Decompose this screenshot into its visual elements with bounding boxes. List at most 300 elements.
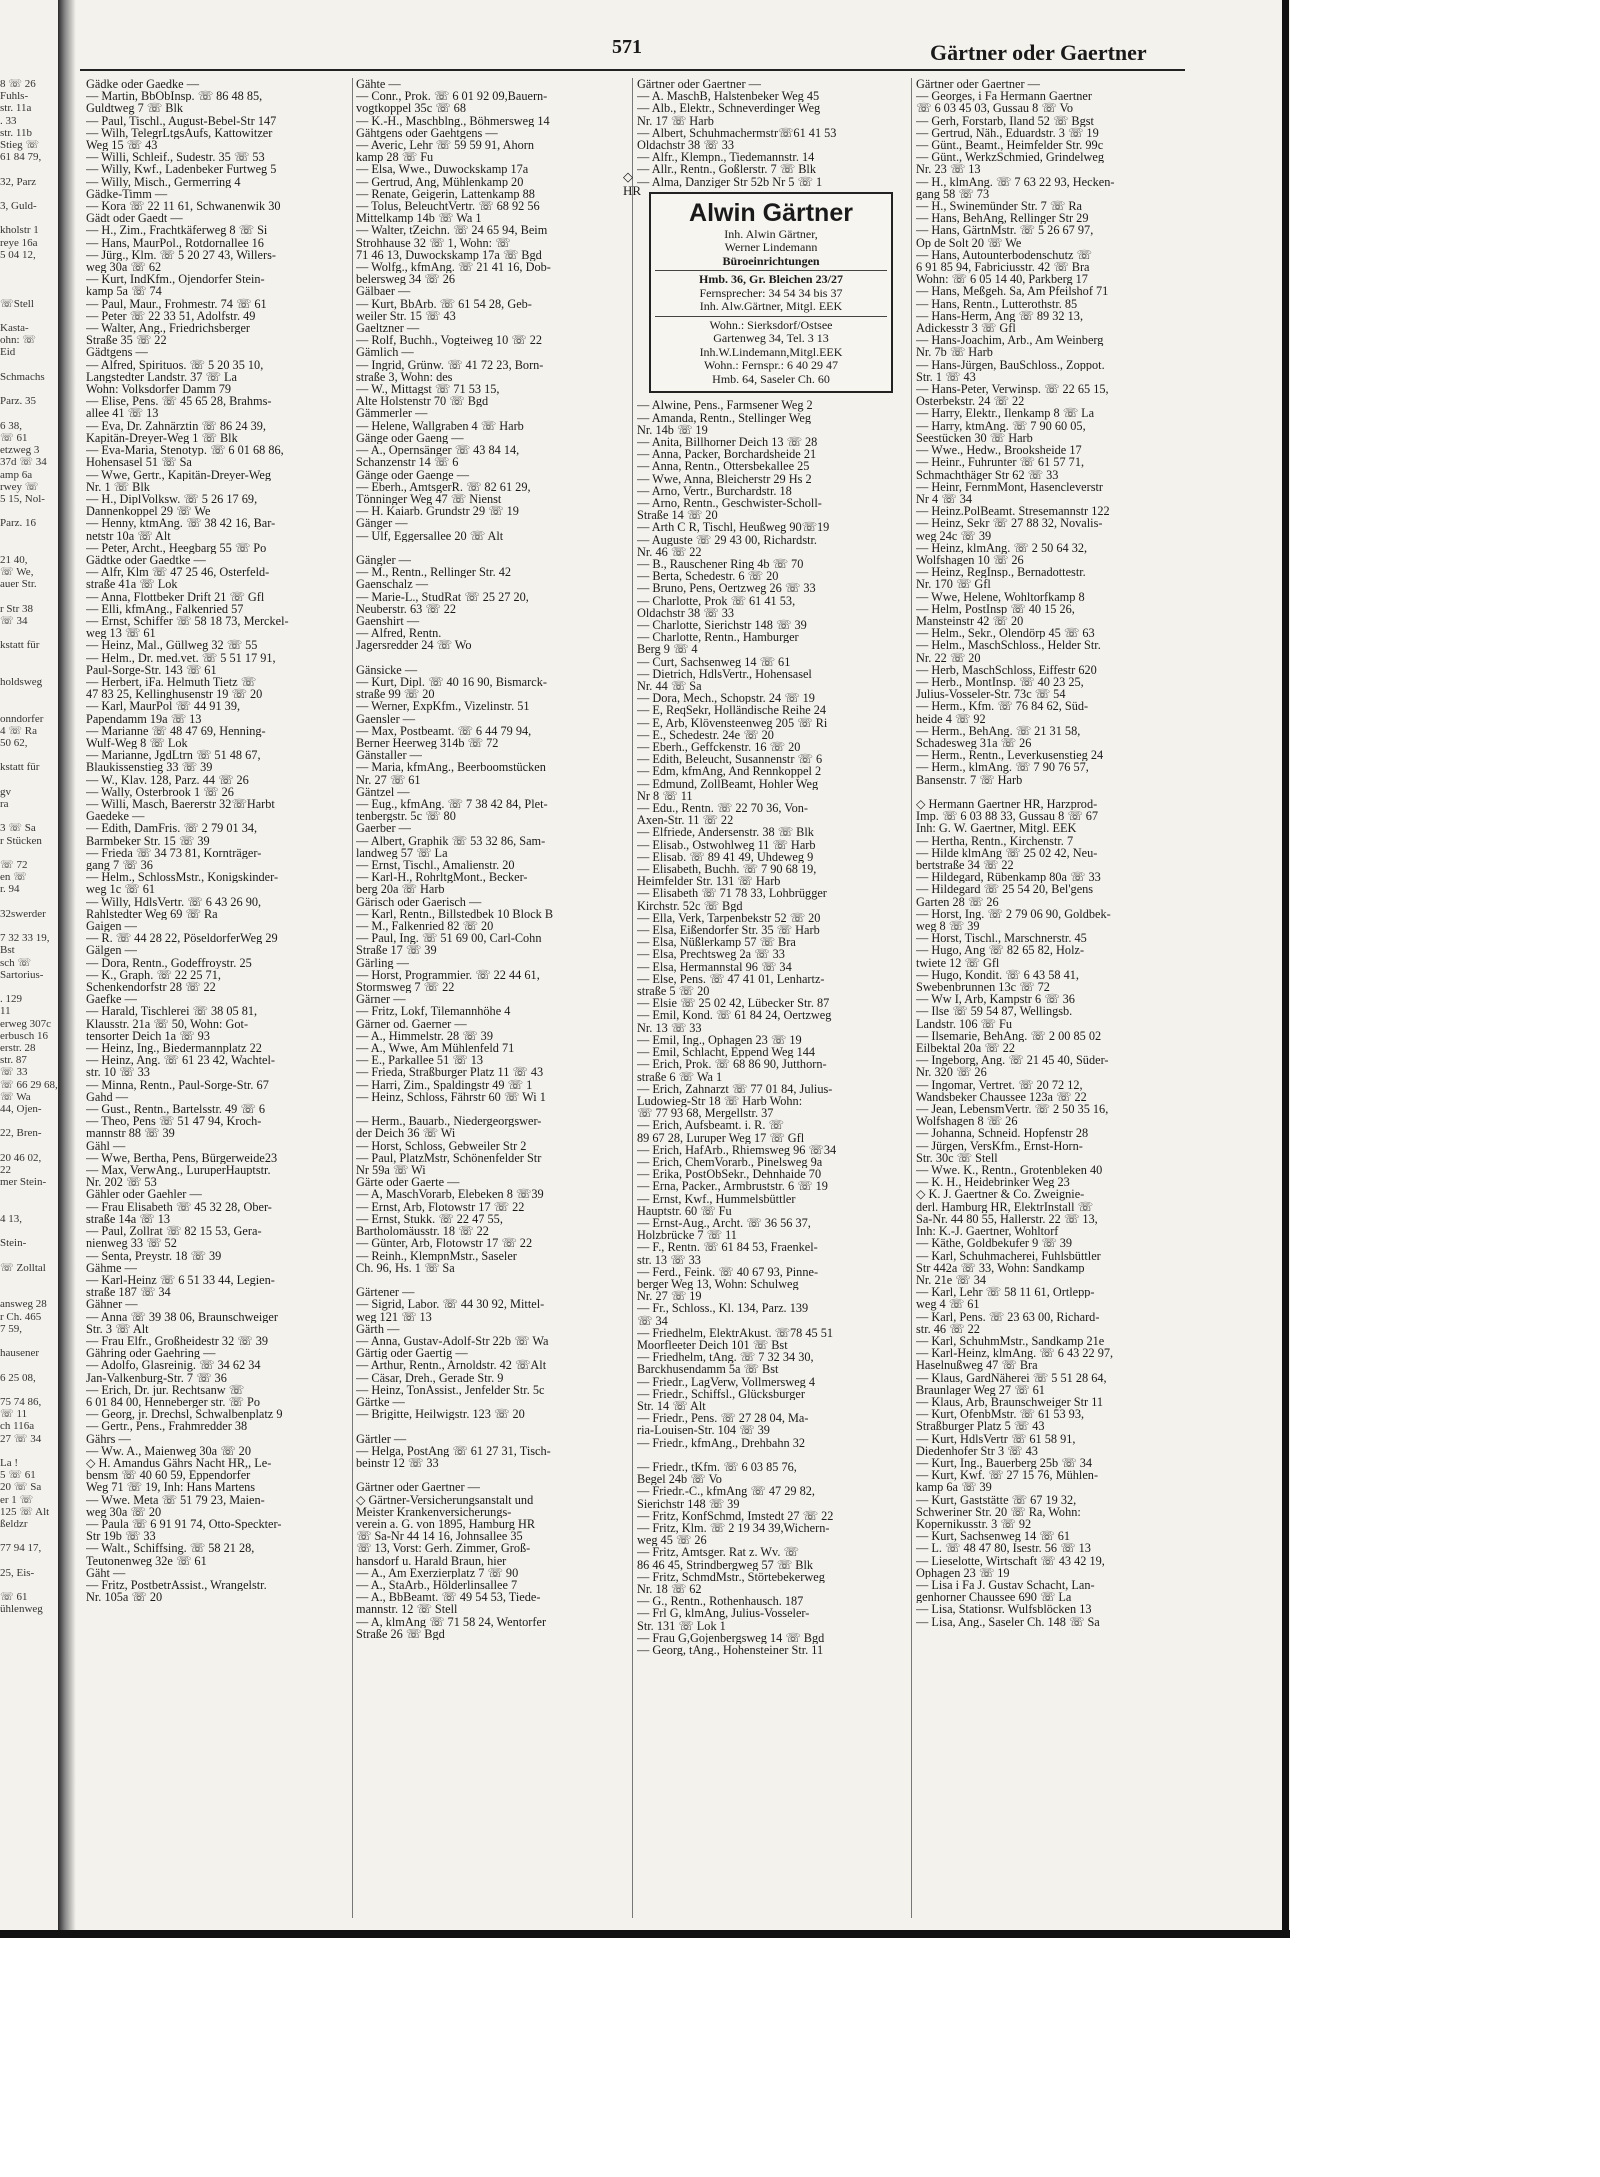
directory-entry-line: 6 01 84 00, Henneberger str. ☏ Po	[86, 1395, 260, 1409]
directory-entry-line: — Hans-Herm, Ang ☏ 89 32 13,	[916, 309, 1084, 323]
directory-entry-line: Ophagen 23 ☏ 19	[916, 1566, 1010, 1579]
directory-entry-line: — Wwe. Meta ☏ 51 79 23, Maien-	[86, 1493, 265, 1506]
directory-entry-line: — Kurt, Sachsenweg 14 ☏ 61	[916, 1530, 1071, 1543]
directory-entry-line: — Anna, Flottbeker Drift 21 ☏ Gfl	[86, 590, 265, 603]
fragment-line: holdsweg	[0, 675, 43, 688]
directory-entry-line: — Hans-Jürgen, BauSchloss., Zoppot.	[916, 358, 1105, 371]
directory-entry-line: Nr 4 ☏ 34	[916, 492, 973, 506]
fragment-line: Stein-	[0, 1237, 27, 1250]
directory-entry-line: — E., Schedestr. 24e ☏ 20	[637, 728, 774, 742]
directory-entry-line: — Elsie ☏ 25 02 42, Lübecker Str. 87	[637, 997, 830, 1010]
directory-entry-line: Holzbrücke 7 ☏ 11	[637, 1229, 737, 1242]
directory-entry-line: Nr. 170 ☏ Gfl	[916, 578, 991, 591]
fragment-line: hausener	[0, 1347, 40, 1360]
directory-entry-line: — Willy, Kwf., Ladenbeker Furtweg 5	[86, 163, 277, 176]
directory-entry-line: Gänger —	[356, 517, 408, 530]
directory-entry-line: Straße 26 ☏ Bgd	[356, 1627, 445, 1640]
directory-entry-line: Bansenstr. 7 ☏ Harb	[916, 773, 1023, 786]
directory-entry-line: — Auguste ☏ 29 43 00, Richardstr.	[637, 533, 818, 546]
directory-entry-line: — Paul, Ing. ☏ 51 69 00, Carl-Cohn	[356, 932, 542, 945]
directory-entry-line: Jan-Valkenburg-Str. 7 ☏ 36	[86, 1371, 227, 1384]
directory-entry-line: Gämmerler —	[356, 407, 428, 420]
fragment-line: ☏Stell	[0, 297, 34, 310]
fragment-line: ☏ 72	[0, 859, 28, 871]
directory-entry-line: — Georg, tAng., Hohensteiner Str. 11	[637, 1644, 824, 1657]
ad-hr-marker: ◇ HR	[623, 169, 642, 198]
directory-entry-line: — E, Arb, Klövensteenweg 205 ☏ Ri	[637, 716, 828, 729]
directory-entry-line: Gärling —	[356, 956, 409, 969]
fragment-line: Bst	[0, 944, 15, 957]
directory-entry-line: — Reinh., KlempnMstr., Saseler	[356, 1249, 517, 1262]
fragment-line	[0, 188, 58, 200]
directory-entry-line: — Helm., Sekr., Olendörp 45 ☏ 63	[916, 627, 1095, 640]
directory-entry-line	[356, 1274, 621, 1286]
directory-entry-line: — Karl, Lehr ☏ 58 11 61, Ortlepp-	[916, 1286, 1095, 1299]
directory-entry-line: — Wwe, Gertr., Kapitän-Dreyer-Weg	[86, 468, 271, 481]
advertisement-box	[649, 192, 893, 394]
directory-entry-line: — Willi, Schleif., Sudestr. 35 ☏ 53	[86, 151, 265, 164]
directory-entry-line: — Renate, Geigerin, Lattenkamp 88	[356, 187, 535, 201]
directory-entry-line: Gärtner oder Gaertner —	[356, 1481, 480, 1494]
directory-entry-line: Nr. 27 ☏ 19	[637, 1290, 702, 1303]
directory-entry-line: — Horst, Schloss, Gebweiler Str 2	[356, 1139, 527, 1152]
fragment-line	[0, 212, 58, 224]
directory-entry-line: — Paul, PlatzMstr, Schönenfelder Str	[356, 1151, 542, 1165]
directory-entry-line: — Ernst, Tischl., Amalienstr. 20	[356, 859, 515, 872]
fragment-line	[0, 1286, 58, 1298]
directory-entry-line: vogtkoppel 35c ☏ 68	[356, 102, 466, 115]
fragment-line: 21 40,	[0, 553, 28, 566]
directory-entry-line: Berg 9 ☏ 4	[637, 643, 698, 656]
fragment-line: . 33	[0, 114, 17, 127]
directory-entry-line: — A., Opernsänger ☏ 43 84 14,	[356, 444, 520, 457]
fragment-line	[0, 359, 58, 371]
directory-entry-line: — Ww I, Arb, Kampstr 6 ☏ 36	[916, 993, 1075, 1006]
directory-entry-line: — Friedr., Schiffsl., Glücksburger	[637, 1387, 805, 1400]
directory-entry-line: mannstr. 12 ☏ Stell	[356, 1603, 458, 1616]
fragment-line: 3 ☏ Sa	[0, 822, 36, 835]
directory-entry-line: Str. 131 ☏ Lok 1	[637, 1619, 726, 1632]
fragment-line: str. 11a	[0, 102, 32, 115]
directory-entry-line: — A. MaschB, Halstenbeker Weg 45	[637, 90, 820, 103]
fragment-line: 8 ☏ 26	[0, 78, 36, 90]
directory-entry-line: Nr. 27 ☏ 61	[356, 773, 421, 786]
fragment-line: Stieg ☏	[0, 139, 40, 152]
directory-entry-line: — Friedr.-C., kfmAng ☏ 47 29 82,	[637, 1485, 815, 1498]
directory-entry-line: — Günt., WerkzSchmied, Grindelweg	[916, 151, 1104, 164]
directory-entry-line: Gärner —	[356, 993, 406, 1006]
directory-entry-line: — Heinz, RegInsp., Bernadottestr.	[916, 566, 1086, 579]
directory-entry-line: Seestücken 30 ☏ Harb	[916, 431, 1033, 445]
column-4	[916, 78, 1172, 1628]
directory-entry-line: Gärtener —	[356, 1286, 415, 1299]
directory-entry-line: tenbergstr. 5c ☏ 80	[356, 810, 456, 823]
directory-entry-line: verein a. G. von 1895, Hamburg HR	[356, 1517, 536, 1531]
directory-entry-line: — Senta, Preystr. 18 ☏ 39	[86, 1249, 222, 1262]
directory-entry-line: gang 7 ☏ 36	[86, 859, 153, 872]
directory-entry-line: Inh: G. W. Gaertner, Mitgl. EEK	[916, 822, 1077, 835]
directory-entry-line: Osterbekstr. 24 ☏ 22	[916, 395, 1025, 408]
directory-entry-line: — Ferd., Feink. ☏ 40 67 93, Pinne-	[637, 1265, 819, 1278]
directory-entry-line: — Fritz, Lokf, Tilemannhöhe 4	[356, 1005, 511, 1018]
directory-entry-line: weg 4 ☏ 61	[916, 1298, 980, 1311]
column-1	[86, 78, 348, 1603]
directory-entry-line: — Kurt, BbArb. ☏ 61 54 28, Geb-	[356, 297, 532, 310]
directory-entry-line: — Hans, GärtnMstr. ☏ 5 26 67 97,	[916, 224, 1094, 237]
fragment-line: 7 32 33 19,	[0, 932, 50, 945]
directory-entry-line: ◇ Hermann Gaertner HR, Harzprod-	[916, 797, 1098, 811]
directory-entry-line: Rahlstedter Weg 69 ☏ Ra	[86, 907, 218, 921]
directory-entry-line: — Friedhelm, tAng. ☏ 7 32 34 30,	[637, 1351, 814, 1364]
ad-line: Inh. Alwin Gärtner,	[724, 226, 818, 241]
directory-entry-line: — Herb, MaschSchloss, Eiffestr 620	[916, 663, 1097, 676]
directory-entry-line: Straße 17 ☏ 39	[356, 944, 437, 957]
directory-entry-line: Str 442a ☏ 33, Wohn: Sandkamp	[916, 1261, 1085, 1274]
directory-entry-line: — Elsa, Nüßlerkamp 57 ☏ Bra	[637, 936, 796, 949]
directory-entry-line: Gähtgens oder Gaehtgens —	[356, 126, 498, 140]
fragment-line	[0, 1335, 58, 1347]
directory-entry-line: — Willy, HdlsVertr. ☏ 6 43 26 90,	[86, 895, 262, 908]
directory-entry-line: — Conr., Prok. ☏ 6 01 92 09,Bauern-	[356, 90, 548, 103]
fragment-line	[0, 273, 58, 285]
directory-entry-line: Gaerber —	[356, 822, 411, 835]
directory-entry-line: — Friedr., Pens. ☏ 27 28 04, Ma-	[637, 1412, 809, 1425]
directory-entry-line: — Günter, Arb, Flotowstr 17 ☏ 22	[356, 1237, 533, 1250]
directory-entry-line	[637, 1449, 899, 1461]
directory-entry-line: — Harri, Zim., Spaldingstr 49 ☏ 1	[356, 1078, 533, 1091]
directory-entry-line: — Charlotte, Rentn., Hamburger	[637, 631, 799, 644]
directory-entry-line: Gähme —	[86, 1261, 137, 1274]
directory-entry-line: — Hildegard ☏ 25 54 20, Bel'gens	[916, 883, 1094, 896]
directory-entry-line: — Heinr., Fuhrunter ☏ 61 57 71,	[916, 456, 1085, 469]
fragment-line	[0, 591, 58, 603]
directory-entry-line: straße 99 ☏ 20	[356, 688, 435, 701]
fragment-line: Sartorius-	[0, 968, 44, 981]
directory-entry-line: — Gust., Rentn., Bartelsstr. 49 ☏ 6	[86, 1103, 265, 1116]
directory-entry-line: — Fritz, Klm. ☏ 2 19 34 39,Wichern-	[637, 1522, 830, 1535]
ad-line: Büroeinrichtungen	[722, 253, 820, 268]
directory-entry-line: 71 46 13, Duwockskamp 17a ☏ Bgd	[356, 248, 542, 262]
directory-entry-line: Nr. 13 ☏ 33	[637, 1021, 702, 1034]
directory-entry-line: Schenkendorfstr 28 ☏ 22	[86, 981, 216, 994]
directory-entry-line: Nr. 14b ☏ 19	[637, 423, 708, 436]
fragment-line	[0, 896, 58, 908]
directory-entry-line: Sa-Nr. 44 80 55, Hallerstr. 22 ☏ 13,	[916, 1212, 1098, 1226]
scan-border-bottom	[0, 1930, 1290, 1938]
directory-entry-line: weg 24c ☏ 39	[916, 529, 992, 542]
directory-entry-line: Gaenschalz —	[356, 578, 429, 591]
fragment-line	[0, 652, 58, 664]
fragment-line: 37d ☏ 34	[0, 456, 47, 469]
directory-entry-line: Nr. 44 ☏ Sa	[637, 680, 702, 693]
fragment-line: Kasta-	[0, 322, 29, 335]
directory-entry-line: — Frieda ☏ 34 73 81, Kornträger-	[86, 846, 262, 859]
directory-entry-line: — Rolf, Buchh., Vogteiweg 10 ☏ 22	[356, 334, 543, 347]
directory-entry-line: — Emil, Kond. ☏ 61 84 24, Oertzweg	[637, 1009, 832, 1022]
directory-entry-line: — Kurt, Kwf. ☏ 27 15 76, Mühlen-	[916, 1469, 1099, 1482]
directory-entry-line: straße 6 ☏ Wa 1	[637, 1070, 723, 1083]
directory-entry-line: — Marie-L., StudRat ☏ 25 27 20,	[356, 590, 529, 603]
directory-entry-line: — Berta, Schedestr. 6 ☏ 20	[637, 570, 779, 583]
directory-entry-line: Kapitän-Dreyer-Weg 1 ☏ Blk	[86, 431, 238, 445]
directory-entry-line: ☏ 6 03 45 03, Gussau 8 ☏ Vo	[916, 102, 1074, 115]
directory-entry-line: Gängler —	[356, 553, 411, 567]
fragment-line	[0, 627, 58, 639]
directory-entry-line: Op de Solt 20 ☏ We	[916, 236, 1022, 249]
directory-entry-line: straße 187 ☏ 34	[86, 1286, 171, 1299]
directory-entry-line: — Hans-Peter, Verwinsp. ☏ 22 65 15,	[916, 383, 1109, 396]
directory-entry-line: — Hans, Rentn., Lutterothstr. 85	[916, 297, 1078, 310]
fragment-line: ßeldzr	[0, 1517, 28, 1530]
fragment-line	[0, 163, 58, 175]
directory-entry-line: — Erika, PostObSekr., Dehnhaide 70	[637, 1168, 822, 1181]
directory-entry-line: landweg 57 ☏ La	[356, 846, 448, 859]
directory-entry-line: Schmachthäger Str 62 ☏ 33	[916, 468, 1059, 481]
directory-entry-line: — Heinz, TonAssist., Jenfelder Str. 5c	[356, 1383, 545, 1396]
fragment-line: kstatt für	[0, 761, 40, 774]
directory-entry-line: weg 30a ☏ 20	[86, 1505, 162, 1518]
directory-entry-line: Papendamm 19a ☏ 13	[86, 712, 202, 725]
fragment-line: ☏ 61	[0, 431, 28, 444]
directory-entry-line: Str. 30c ☏ Stell	[916, 1151, 998, 1165]
directory-entry-line: — Wally, Osterbrook 1 ☏ 26	[86, 785, 234, 798]
directory-entry-line: Wohn: Volksdorfer Damm 79	[86, 383, 232, 396]
directory-entry-line: — Ilsemarie, BehAng. ☏ 2 00 85 02	[916, 1029, 1102, 1043]
fragment-line: 4 13,	[0, 1212, 22, 1225]
directory-entry-line: — Elsa, Wwe., Duwockskamp 17a	[356, 163, 529, 176]
directory-entry-line: Paul-Sorge-Str. 143 ☏ 61	[86, 663, 217, 676]
directory-entry-line: Oldachstr 38 ☏ 33	[637, 139, 735, 152]
directory-entry-line: — Fritz, PostbetrAssist., Wrangelstr.	[86, 1578, 267, 1592]
ad-line: Inh.W.Lindemann,Mitgl.EEK	[699, 344, 843, 359]
directory-entry-line: — Erich, ChemVorarb., Pinelsweg 9a	[637, 1155, 823, 1169]
fragment-line: 22	[0, 1164, 11, 1177]
directory-entry-line: allee 41 ☏ 13	[86, 407, 159, 420]
directory-entry-line: Blaukissenstieg 33 ☏ 39	[86, 761, 213, 774]
directory-entry-line: — Georges, i Fa Hermann Gaertner	[916, 90, 1092, 103]
directory-entry-line: — Erna, Packer., Armbruststr. 6 ☏ 19	[637, 1180, 828, 1193]
fragment-line: erbusch 16	[0, 1029, 48, 1042]
directory-entry-line: — Klaus, Arb, Braunschweiger Str 11	[916, 1395, 1104, 1409]
directory-entry-line: Nr. 17 ☏ Harb	[637, 114, 714, 127]
directory-entry-line: netstr 10a ☏ Alt	[86, 529, 171, 542]
directory-entry-line: — Charlotte, Prok ☏ 61 41 53,	[637, 594, 796, 607]
directory-entry-line: — Alfr, Klm ☏ 47 25 46, Osterfeld-	[86, 566, 270, 579]
directory-entry-line: berger Weg 13, Wohn: Schulweg	[637, 1277, 799, 1291]
directory-entry-line: — Willy, Misch., Germerring 4	[86, 175, 241, 188]
directory-entry-line: — Erich, Zahnarzt ☏ 77 01 84, Julius-	[637, 1082, 833, 1095]
directory-entry-line: der Deich 36 ☏ Wi	[356, 1127, 456, 1140]
fragment-line	[0, 847, 58, 859]
directory-entry-line: — Arth C R, Tischl, Heußweg 90☏19	[637, 521, 830, 534]
directory-entry-line: — Heinz, klmAng. ☏ 2 50 64 32,	[916, 541, 1088, 554]
directory-entry-line: nienweg 33 ☏ 52	[86, 1237, 177, 1250]
directory-entry-line: Swebenbrunnen 13c ☏ 72	[916, 981, 1050, 994]
fragment-line: ☏ 34	[0, 614, 28, 627]
fragment-line: ☏ 11	[0, 1408, 28, 1421]
ad-line: Hmb. 64, Saseler Ch. 60	[712, 371, 830, 386]
directory-entry-line: Mittelkamp 14b ☏ Wa 1	[356, 212, 482, 225]
directory-entry-line: — Emil, Ing., Ophagen 23 ☏ 19	[637, 1033, 802, 1047]
directory-entry-line: — Harald, Tischlerei ☏ 38 05 81,	[86, 1005, 258, 1018]
directory-entry-line: — Marianne, JgdLtrn ☏ 51 48 67,	[86, 749, 261, 762]
directory-entry-line: — R. ☏ 44 28 22, PöseldorferWeg 29	[86, 932, 278, 945]
directory-entry-line: — Fritz, SchmdMstr., Störtebekerweg	[637, 1570, 825, 1584]
directory-entry-line: — Charlotte, Sierichstr 148 ☏ 39	[637, 618, 807, 632]
directory-entry-line: twiete 12 ☏ Gfl	[916, 956, 1000, 969]
directory-entry-line: kamp 5a ☏ 74	[86, 285, 162, 298]
fragment-line: 25, Eis-	[0, 1566, 35, 1579]
directory-entry-line: — A., StaArb., Hölderlinsallee 7	[356, 1578, 518, 1592]
directory-entry-line: Gahd —	[86, 1090, 129, 1104]
directory-entry-line: Gährs —	[86, 1432, 131, 1445]
directory-entry-line: — Herbert, iFa. Helmuth Tietz ☏	[86, 675, 257, 689]
directory-entry-line: — Minna, Rentn., Paul-Sorge-Str. 67	[86, 1078, 269, 1091]
directory-entry-line: — Edith, Beleucht, Susannenstr ☏ 6	[637, 753, 823, 766]
directory-entry-line: bensm ☏ 40 60 59, Eppendorfer	[86, 1469, 251, 1482]
directory-entry-line: — Kurt, Gaststätte ☏ 67 19 32,	[916, 1493, 1077, 1506]
directory-entry-line: Gälgen —	[86, 944, 137, 957]
directory-entry-line: Gaensler —	[356, 712, 416, 725]
fragment-line: kstatt für	[0, 639, 40, 652]
directory-entry-line: — Horst, Ing. ☏ 2 79 06 90, Goldbek-	[916, 907, 1111, 921]
directory-entry-line: Nr. 18 ☏ 62	[637, 1583, 702, 1596]
fragment-line	[0, 688, 58, 700]
ad-line: Wohn.: Fernspr.: 6 40 29 47	[703, 358, 839, 373]
directory-entry-line: — E, ReqSekr, Holländische Reihe 24	[637, 704, 827, 717]
directory-entry-line: Adickesstr 3 ☏ Gfl	[916, 322, 1016, 335]
directory-entry-line: Gärtler —	[356, 1432, 407, 1445]
directory-entry-line: Straßburger Platz 5 ☏ 43	[916, 1420, 1045, 1433]
directory-entry-line: — Friedr., LagVerw, Vollmersweg 4	[637, 1375, 816, 1388]
fragment-line: 44, Ojen-	[0, 1103, 42, 1116]
directory-entry-line: str. 46 ☏ 22	[916, 1322, 980, 1335]
directory-entry-line: — Hans, MaurPol., Rotdornallee 16	[86, 236, 264, 249]
directory-entry-line: — Marianne ☏ 48 47 69, Henning-	[86, 724, 266, 737]
directory-entry-line: — G., Rentn., Rothenhausch. 187	[637, 1595, 804, 1608]
directory-entry-line: weg 30a ☏ 62	[86, 261, 162, 274]
directory-entry-line: — Frl G, klmAng, Julius-Vosseler-	[637, 1607, 810, 1620]
directory-entry-line: — Ernst, Stukk. ☏ 22 47 55,	[356, 1212, 503, 1226]
directory-entry-line: — Ernst-Aug., Archt. ☏ 36 56 37,	[637, 1216, 811, 1230]
ad-lines	[655, 228, 887, 387]
directory-entry-line: — Fritz, Amtsger. Rat z. Wv. ☏	[637, 1546, 799, 1559]
directory-entry-line: Eilbektal 20a ☏ 22	[916, 1042, 1016, 1055]
directory-entry-line: — Elisabeth, Buchh. ☏ 7 90 68 19,	[637, 863, 817, 876]
directory-entry-line: tensorter Deich 1a ☏ 93	[86, 1029, 210, 1043]
directory-entry-line: Gänstaller —	[356, 749, 422, 762]
directory-entry-line: — Erich, Aufsbeamt. i. R. ☏	[637, 1119, 784, 1132]
fragment-line: 22, Bren-	[0, 1127, 42, 1140]
directory-entry-line: — Werner, ExpKfm., Vizelinstr. 51	[356, 700, 530, 713]
fragment-line: Fuhls-	[0, 90, 29, 103]
directory-entry-line: — H., Zim., Frachtkäferweg 8 ☏ Si	[86, 224, 268, 237]
fragment-line: ☏ 66 29 68,	[0, 1078, 58, 1091]
directory-entry-line: Wulf-Weg 8 ☏ Lok	[86, 736, 188, 750]
directory-entry-line: — Horst, Programmier. ☏ 22 44 61,	[356, 968, 540, 982]
directory-entry-line: ☏ 34	[637, 1314, 668, 1327]
directory-entry-line: — Elli, kfmAng., Falkenried 57	[86, 602, 244, 615]
directory-entry-line: — Elisab. ☏ 89 41 49, Uhdeweg 9	[637, 850, 814, 864]
directory-entry-line: — Frau Elfr., Großheidestr 32 ☏ 39	[86, 1334, 269, 1348]
fragment-line: . 129	[0, 993, 22, 1006]
fragment-line: ☏ Zolltal	[0, 1261, 46, 1274]
directory-entry-line: Moorfleeter Deich 101 ☏ Bst	[637, 1338, 788, 1352]
directory-entry-line: — Ernst, Arb, Flotowstr 17 ☏ 22	[356, 1200, 525, 1213]
directory-entry-line: straße 5 ☏ 20	[637, 985, 710, 998]
directory-entry-line: Gaeltzner —	[356, 322, 420, 335]
column-2	[356, 78, 621, 1640]
directory-entry-line: Diedenhofer Str 3 ☏ 43	[916, 1444, 1038, 1457]
scan-border-right	[1282, 0, 1289, 1938]
fragment-line	[0, 505, 58, 517]
directory-entry-line: Strohhause 32 ☏ 1, Wohn: ☏	[356, 236, 511, 249]
directory-entry-line: — Jürg., Klm. ☏ 5 20 27 43, Willers-	[86, 248, 276, 262]
directory-entry-line: — Lisa, Stationsr. Wulfsblöcken 13	[916, 1603, 1092, 1616]
directory-entry-line: Gädke-Timm —	[86, 187, 168, 201]
fragment-line: 5 ☏ 61	[0, 1469, 36, 1482]
directory-entry-line: Bartholomäusstr. 18 ☏ 22	[356, 1225, 489, 1238]
directory-entry-line: — Hertha, Rentn., Kirchenstr. 7	[916, 834, 1074, 847]
directory-entry-line: hansdorf u. Harald Braun, hier	[356, 1554, 507, 1567]
directory-entry-line: — Wwe, Bertha, Pens, Bürgerweide23	[86, 1151, 278, 1165]
directory-entry-line: Nr. 23 ☏ 13	[916, 163, 981, 176]
directory-entry-line: — Elsa, Hermannstal 96 ☏ 34	[637, 960, 792, 973]
directory-entry-line: Nr. 1 ☏ Blk	[86, 480, 150, 493]
directory-entry-line: — Helm., Dr. med.vet. ☏ 5 51 17 91,	[86, 651, 276, 664]
directory-entry-line: Gärtke —	[356, 1395, 405, 1409]
directory-entry-line: — Wilh, TelegrLtgsAufs, Kattowitzer	[86, 126, 273, 140]
directory-entry-line: — Gerh, Forstarb, Iland 52 ☏ Bgst	[916, 114, 1094, 127]
directory-entry-line: — Eberh., Geffckenstr. 16 ☏ 20	[637, 741, 801, 754]
directory-entry-line: — Herb., MontInsp. ☏ 40 23 25,	[916, 675, 1084, 689]
directory-entry-line: weiler Str. 15 ☏ 43	[356, 309, 456, 323]
directory-entry-line: — Heinz, Mal., Güllweg 32 ☏ 55	[86, 639, 258, 652]
directory-entry-line: — Karl-Heinz ☏ 6 51 33 44, Legien-	[86, 1273, 275, 1287]
directory-entry-line: Gärtner oder Gaertner —	[916, 78, 1040, 91]
directory-entry-line: Gärtner oder Gaertner —	[637, 78, 761, 91]
directory-entry-line: Meister Krankenversicherungs-	[356, 1505, 512, 1518]
fragment-line	[0, 1579, 58, 1591]
directory-entry-line: weg 45 ☏ 26	[637, 1534, 707, 1547]
fragment-line: reye 16a	[0, 236, 38, 249]
fragment-line	[0, 1274, 58, 1286]
directory-entry-line: Gaefke —	[86, 993, 137, 1006]
directory-entry-line: — H., klmAng. ☏ 7 63 22 93, Hecken-	[916, 175, 1115, 188]
fragment-line: ☏ We,	[0, 566, 34, 579]
directory-entry-line: Straße 35 ☏ 22	[86, 334, 167, 347]
directory-entry-line: — Dietrich, HdlsVertr., Hohensasel	[637, 667, 812, 680]
directory-entry-line: Nr. 202 ☏ 53	[86, 1176, 157, 1189]
fragment-line: r. 94	[0, 883, 20, 896]
directory-entry-line: — Herm., Bauarb., Niedergeorgswer-	[356, 1115, 542, 1128]
directory-entry-line: — Kora ☏ 22 11 61, Schwanenwik 30	[86, 200, 281, 213]
directory-entry-line: Nr. 22 ☏ 20	[916, 651, 981, 664]
directory-entry-line: 47 83 25, Kellinghusenstr 19 ☏ 20	[86, 688, 263, 701]
fragment-line: onndorfer	[0, 712, 44, 725]
directory-entry-line: — Elsa, Eißendorfer Str. 35 ☏ Harb	[637, 924, 820, 937]
directory-entry-line: Oldachstr 38 ☏ 33	[637, 606, 735, 619]
directory-entry-line: — A., Himmelstr. 28 ☏ 39	[356, 1029, 493, 1043]
directory-entry-line: — Elsa, Prechtsweg 2a ☏ 33	[637, 948, 785, 961]
directory-entry-line: — W., Mittagst ☏ 71 53 15,	[356, 383, 500, 396]
ad-line: Inh. Alw.Gärtner, Mitgl. EEK	[699, 299, 843, 314]
directory-entry-line: Julius-Vosseler-Str. 73c ☏ 54	[916, 688, 1066, 701]
directory-entry-line: — Walter, tZeichn. ☏ 24 65 94, Beim	[356, 224, 548, 237]
fragment-line	[0, 1140, 58, 1152]
directory-entry-line: — Kurt, HdlsVertr ☏ 61 58 91,	[916, 1432, 1076, 1445]
directory-entry-line: — Allr., Rentn., Goßlerstr. 7 ☏ Blk	[637, 163, 816, 176]
